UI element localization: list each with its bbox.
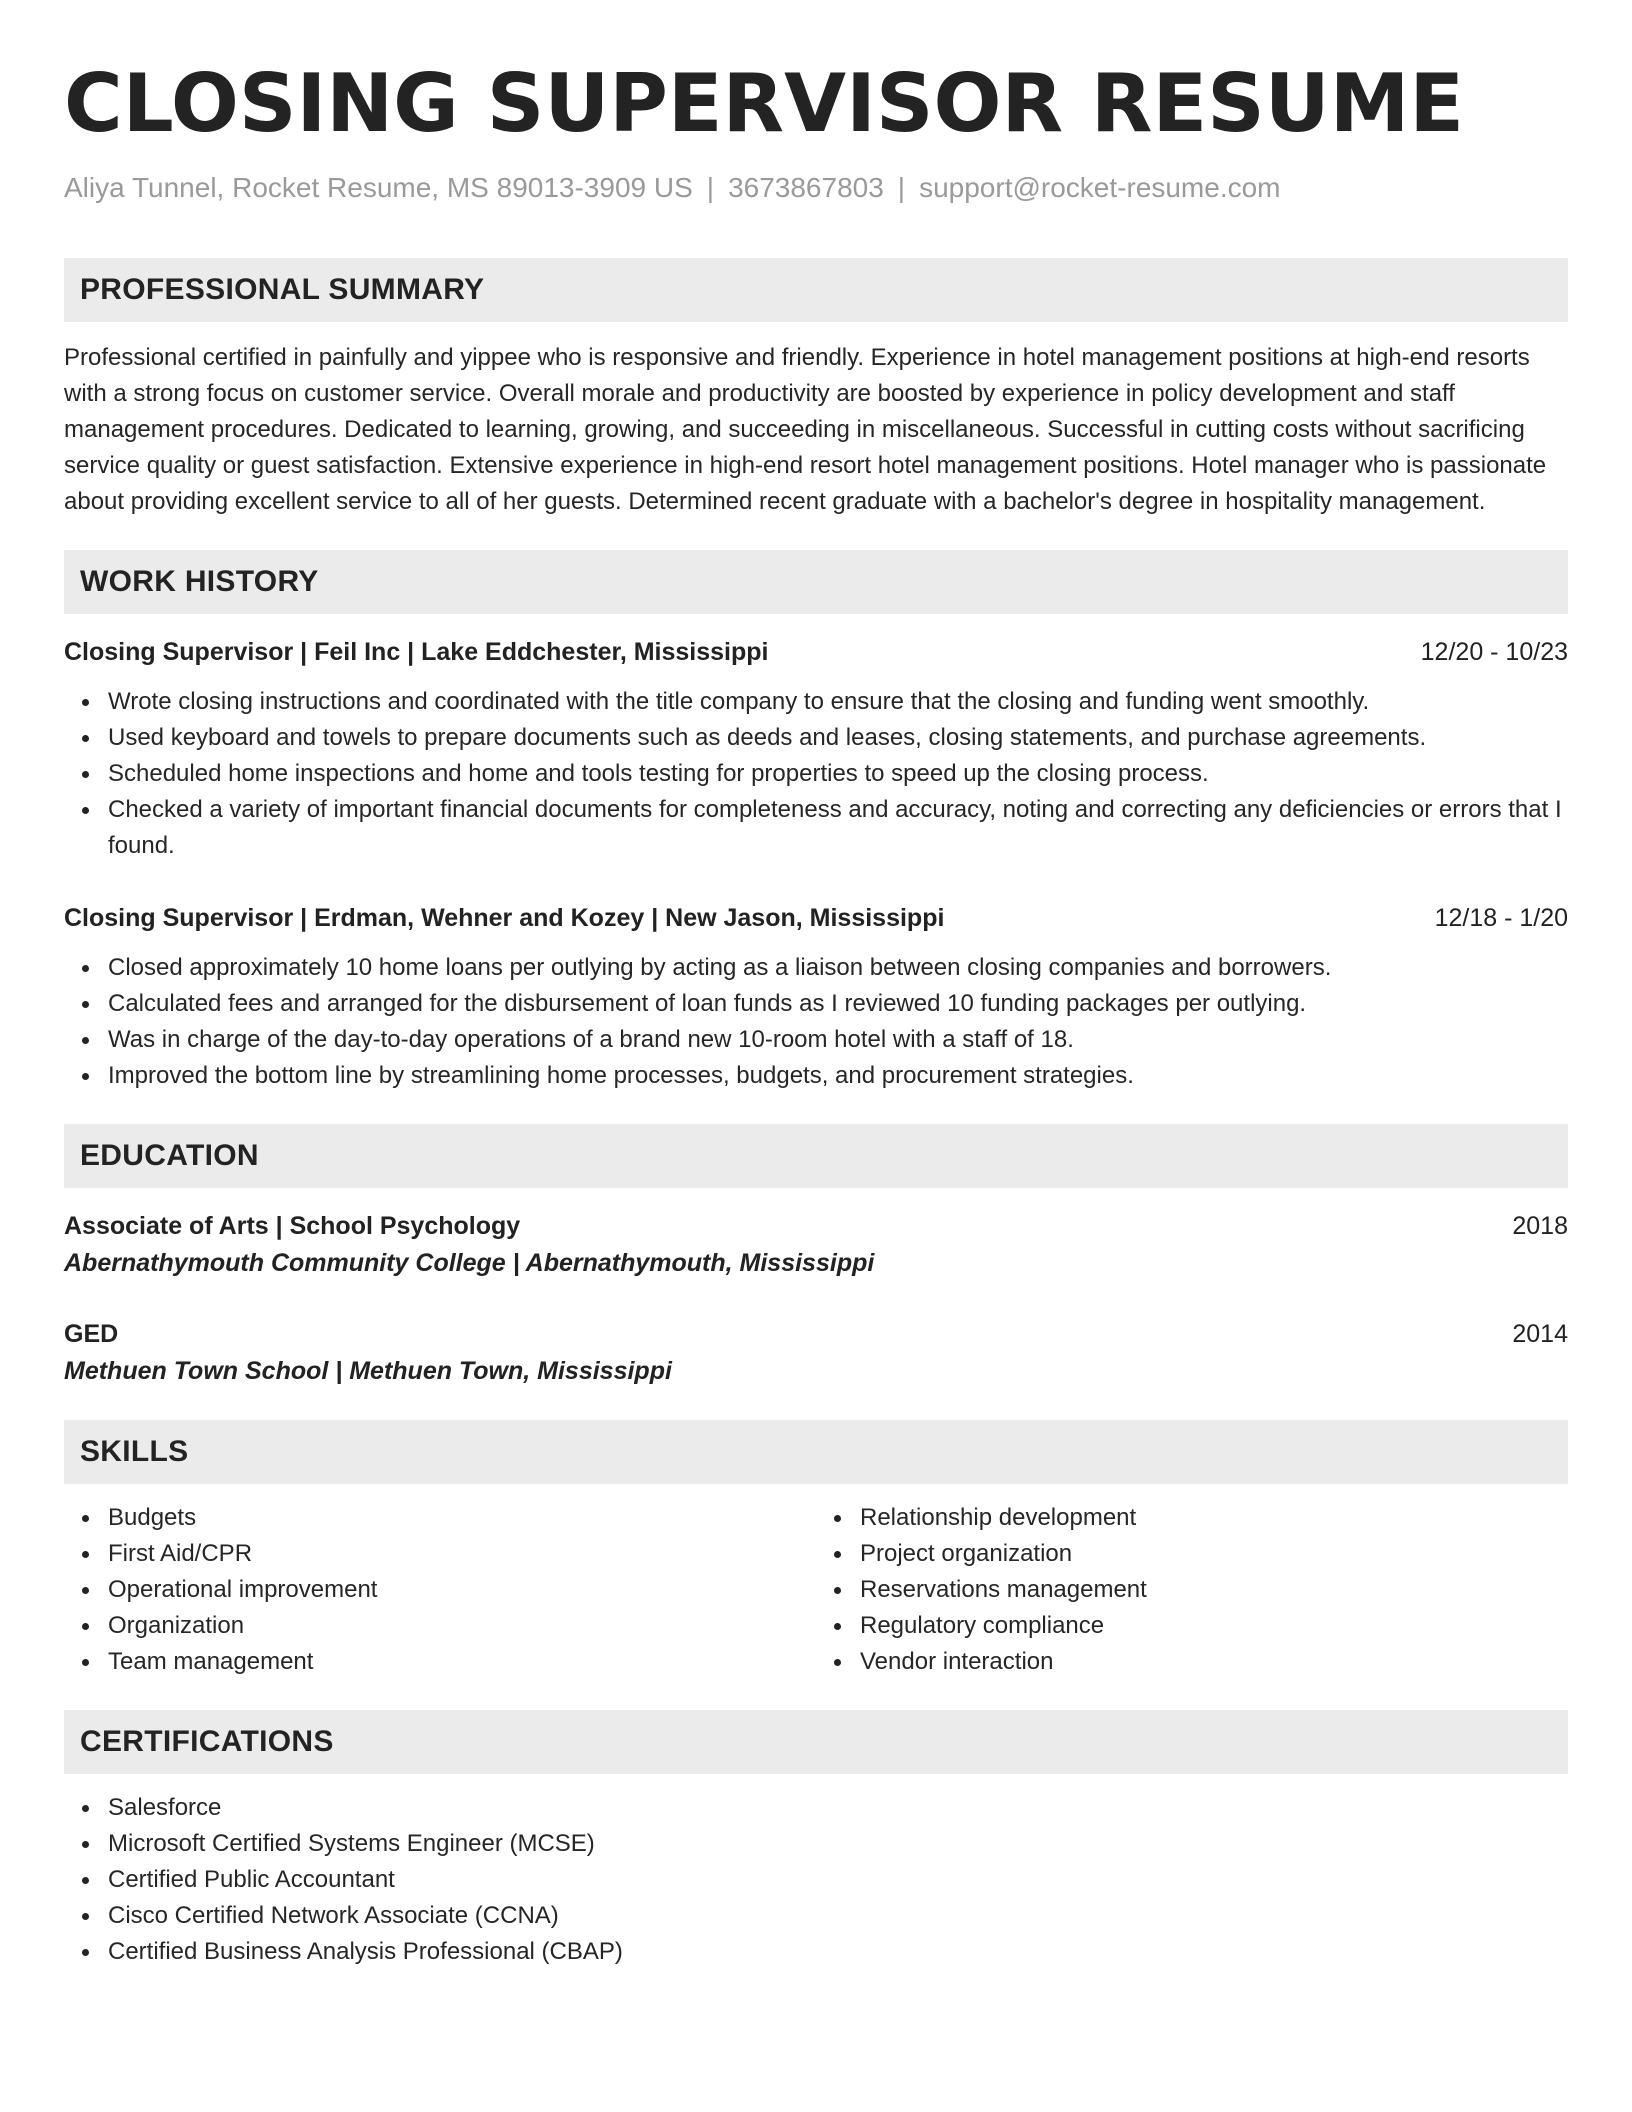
contact-line	[64, 170, 1568, 206]
education-year: 2014	[1512, 1320, 1568, 1348]
certification-item: Microsoft Certified Systems Engineer (MCSE)	[108, 1826, 1568, 1862]
job-entry	[64, 900, 1568, 1094]
certification-item: Certified Business Analysis Professional (CBAP)	[108, 1934, 1568, 1970]
job-bullet: Scheduled home inspections and home and tools testing for properties to speed up the closing process.	[108, 756, 1568, 792]
section-title: PROFESSIONAL SUMMARY	[80, 273, 485, 306]
section-title: SKILLS	[80, 1435, 189, 1468]
skills-column-right	[816, 1500, 1568, 1680]
job-bullet: Checked a variety of important financial documents for completeness and accuracy, noting and correcting any deficiencies or errors that I found.	[108, 792, 1568, 864]
skill-item: Budgets	[108, 1500, 816, 1536]
job-dates: 12/20 - 10/23	[1420, 638, 1568, 666]
contact-separator: |	[706, 172, 715, 203]
skills-column-left	[64, 1500, 816, 1680]
section-header-work-history	[64, 550, 1568, 614]
education-entry	[64, 1316, 1568, 1390]
certification-item: Cisco Certified Network Associate (CCNA)	[108, 1898, 1568, 1934]
skill-item: Operational improvement	[108, 1572, 816, 1608]
education-entry	[64, 1208, 1568, 1282]
resume-title: CLOSING SUPERVISOR RESUME	[64, 57, 1464, 150]
job-bullet: Was in charge of the day-to-day operations of a brand new 10-room hotel with a staff of 18.	[108, 1022, 1568, 1058]
certifications-list	[64, 1790, 1568, 1970]
contact-email[interactable]: support@rocket-resume.com	[919, 172, 1281, 203]
job-heading: Closing Supervisor | Feil Inc | Lake Eddchester, Mississippi	[64, 638, 769, 666]
skill-item: Organization	[108, 1608, 816, 1644]
job-bullet: Calculated fees and arranged for the disbursement of loan funds as I reviewed 10 funding packages per outlying.	[108, 986, 1568, 1022]
job-dates: 12/18 - 1/20	[1434, 904, 1568, 932]
education-degree: Associate of Arts | School Psychology	[64, 1212, 521, 1240]
skill-item: First Aid/CPR	[108, 1536, 816, 1572]
skill-item: Reservations management	[860, 1572, 1568, 1608]
skill-item: Project organization	[860, 1536, 1568, 1572]
education-header	[64, 1316, 1568, 1352]
section-header-skills	[64, 1420, 1568, 1484]
job-header	[64, 900, 1568, 936]
skill-item: Team management	[108, 1644, 816, 1680]
section-title: EDUCATION	[80, 1139, 259, 1172]
education-degree: GED	[64, 1320, 119, 1348]
job-header	[64, 634, 1568, 670]
education-year: 2018	[1512, 1212, 1568, 1240]
certifications-bullets	[64, 1790, 1568, 1970]
certification-item: Certified Public Accountant	[108, 1862, 1568, 1898]
contact-separator: |	[897, 172, 906, 203]
job-bullet: Used keyboard and towels to prepare documents such as deeds and leases, closing statements, and purchase agreements.	[108, 720, 1568, 756]
section-title: WORK HISTORY	[80, 565, 319, 598]
certification-item: Salesforce	[108, 1790, 1568, 1826]
job-heading: Closing Supervisor | Erdman, Wehner and Kozey | New Jason, Mississippi	[64, 904, 945, 932]
skill-item: Vendor interaction	[860, 1644, 1568, 1680]
job-bullet: Improved the bottom line by streamlining home processes, budgets, and procurement strategies.	[108, 1058, 1568, 1094]
education-school: Abernathymouth Community College | Abernathymouth, Mississippi	[64, 1249, 875, 1277]
section-header-summary	[64, 258, 1568, 322]
section-header-certifications	[64, 1710, 1568, 1774]
contact-address: Aliya Tunnel, Rocket Resume, MS 89013-3909 US	[64, 172, 693, 203]
section-title: CERTIFICATIONS	[80, 1725, 334, 1758]
education-school: Methuen Town School | Methuen Town, Mississippi	[64, 1357, 672, 1385]
summary-text: Professional certified in painfully and yippee who is responsive and friendly. Experience in hotel management positions at high-end resorts with a strong focus on customer service. Overall morale and productivity are boosted by experience in policy development and staff management procedures. Dedicated to learning, growing, and succeeding in miscellaneous. Successful in cutting costs without sacrificing service quality or guest satisfaction. Extensive experience in high-end resort hotel management positions. Hotel manager who is passionate about providing excellent service to all of her guests. Determined recent graduate with a bachelor's degree in hospitality management.	[64, 344, 1547, 515]
job-bullet: Closed approximately 10 home loans per outlying by acting as a liaison between closing companies and borrowers.	[108, 950, 1568, 986]
job-bullet: Wrote closing instructions and coordinated with the title company to ensure that the closing and funding went smoothly.	[108, 684, 1568, 720]
job-entry	[64, 634, 1568, 864]
contact-phone[interactable]: 3673867803	[728, 172, 884, 203]
education-header	[64, 1208, 1568, 1244]
section-header-education	[64, 1124, 1568, 1188]
skills-grid	[64, 1500, 1568, 1680]
skill-item: Relationship development	[860, 1500, 1568, 1536]
skill-item: Regulatory compliance	[860, 1608, 1568, 1644]
job-bullets	[64, 684, 1568, 864]
job-bullets	[64, 950, 1568, 1094]
